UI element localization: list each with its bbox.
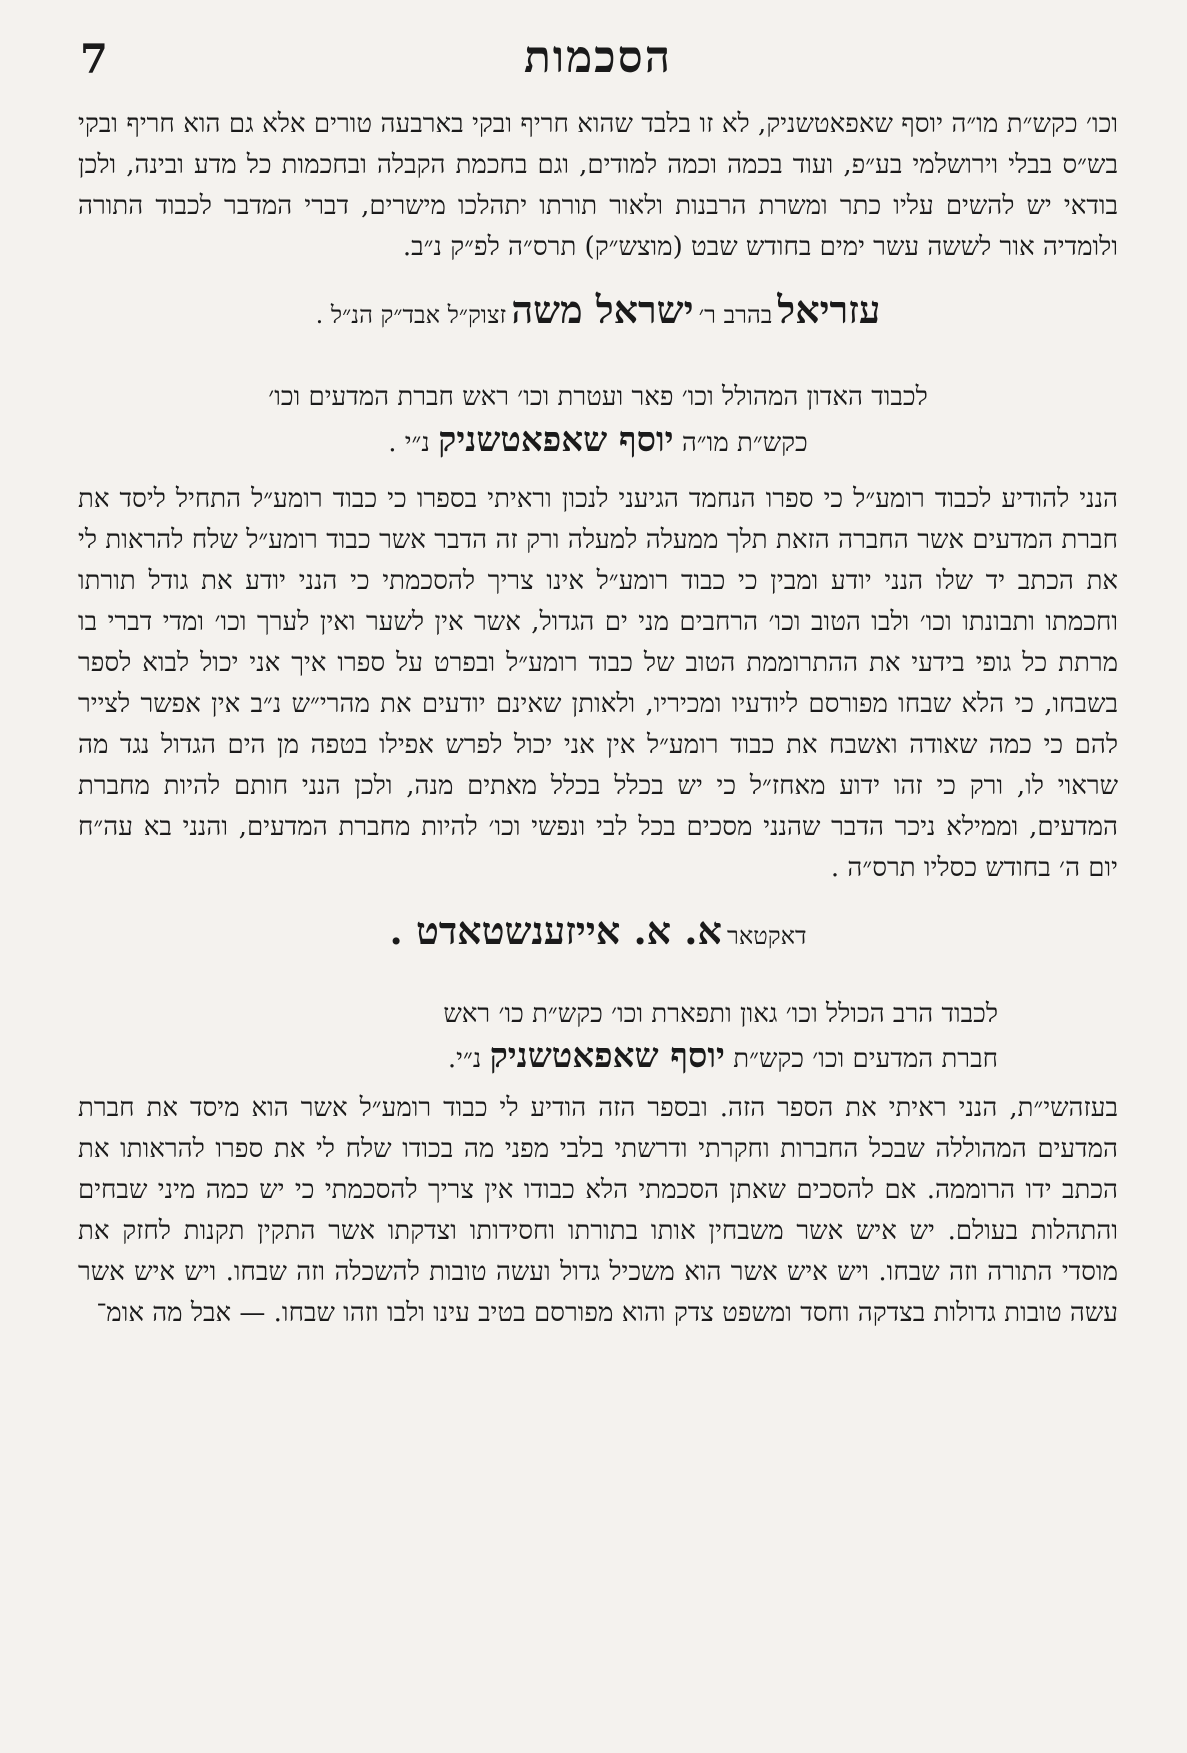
text-line: למודים, וגם בחכמת הקבלה ובחכמות כל מדע ובינה, ולכן בודאי יש להשים xyxy=(78,150,1119,221)
text-line: טורים אלא גם הוא חריף ובקי בש״ס בבלי וירושלמי בע״פ, ועוד בכמה וכמה xyxy=(78,109,1118,180)
text-line: שהנני מסכים בכל לבי ונפשי וכו׳ להיות מחברת המדעים, והנני בא עה״ח יום xyxy=(78,812,1118,883)
document-page xyxy=(78,32,1118,1334)
text-line: לשער ואין לערך וכו׳ ומדי דברי בו מרתת כל גופי בידעי את ההתרוממת הטוב xyxy=(78,607,1119,678)
address-line: לכבוד הרב הכולל וכו׳ גאון ותפארת וכו׳ כקש״ת כו׳ ראש xyxy=(443,999,998,1029)
addressee-name: יוסף שאפאטשניק xyxy=(438,420,674,460)
text-line: התורה ולומדיה אור לששה עשר ימים בחודש שבט (מוצש״ק) תרס״ה לפ״ק נ״ב. xyxy=(78,191,1118,262)
approval-section-2 xyxy=(78,376,1118,967)
addressee-name: יוסף שאפאטשניק xyxy=(489,1036,725,1076)
text-line: וכו׳ כקש״ת מו״ה יוסף שאפאטשניק, לא זו בלבד שהוא חריף ובקי בארבעה xyxy=(380,109,1118,139)
approval-section-1 xyxy=(78,104,1118,346)
approval-section-3 xyxy=(78,993,1118,1334)
approval-1-text xyxy=(78,104,1118,268)
text-line: בכלל מאתים מנה, ולכן הנני חותם להיות מחברת המדעים, וממילא ניכר הדבר xyxy=(78,771,1119,842)
text-line: בלבי מפני מה בכודו שלח לי את ספרו להראותו את הכתב ידו הרוממה. אם xyxy=(78,1134,1119,1205)
text-line: ועשה טובות להשכלה וזה שבחו. ויש איש אשר עשה טובות גדולות בצדקה xyxy=(78,1257,1118,1328)
text-line: ה׳ בחודש כסליו תרס״ה . xyxy=(830,853,1081,883)
signer-relation: בהרב ר׳ xyxy=(698,301,773,329)
signer-title: זצוק״ל אבד״ק הנ״ל . xyxy=(315,301,507,329)
signer-name: א. א. אייזענשטאדט . xyxy=(389,908,722,953)
signer-name: עזריאל xyxy=(777,287,881,332)
signer-title: דאקטאר xyxy=(727,922,807,950)
text-line: עליו כתר ומשרת הרבנות ולאור תורתו יתהלכו מישרים, דברי המדבר לכבוד xyxy=(155,191,934,221)
text-line: בעזהשי״ת, הנני ראיתי את הספר הזה. ובספר הזה הודיע לי כבוד רומע״ל xyxy=(359,1093,1118,1123)
address-line xyxy=(78,418,1118,465)
approval-3-address xyxy=(78,993,1118,1080)
approval-1-signature xyxy=(78,282,1118,346)
text-line: בטפה מן הים הגדול נגד מה שראוי לו, ורק כי זהו ידוע מאחז״ל כי יש בכלל xyxy=(78,730,1119,801)
address-suffix: נ״י. xyxy=(447,1044,482,1074)
approval-3-text xyxy=(78,1088,1118,1334)
address-prefix: חברת המדעים וכו׳ כקש״ת xyxy=(733,1044,998,1074)
approval-2-text xyxy=(78,479,1118,889)
page-header xyxy=(78,32,1118,104)
approval-2-address xyxy=(78,376,1118,465)
text-line: לצייר להם כי כמה שאודה ואשבח את כבוד רומע״ל אין אני יכול לפרש אפילו xyxy=(78,689,1119,760)
page-number: 7 xyxy=(80,36,108,83)
address-suffix: נ״י . xyxy=(388,428,430,458)
text-line: אשר הוא מיסד את חברת המדעים המהוללה שבכל החברות וחקרתי ודרשתי xyxy=(78,1093,1119,1164)
text-line: הנני יודע ומבין כי כבוד רומע״ל אינו צריך להסכמתי כי הנני יודע את גודל xyxy=(148,566,924,596)
address-prefix: כקש״ת מו״ה xyxy=(681,428,808,458)
text-line: למעלה ורק זה הדבר אשר כבוד רומע״ל שלח להראות לי את הכתב יד שלו xyxy=(78,525,1119,596)
approval-2-signature xyxy=(78,903,1118,967)
text-line: כי כבוד רומע״ל התחיל ליסד את חברת המדעים אשר החברה הזאת תלך ממעלה xyxy=(78,484,1119,555)
address-line xyxy=(78,1035,998,1080)
address-line: לכבוד האדון המהולל וכו׳ פאר ועטרת וכו׳ ראש חברת המדעים וכו׳ xyxy=(268,382,928,412)
signer-father-name: ישראל משה xyxy=(511,287,694,332)
page-title: הסכמות xyxy=(523,32,673,83)
text-line: תורתו וחכמתו ותבונתו וכו׳ ולבו הטוב וכו׳ הרחבים מני ים הגדול, אשר אין xyxy=(78,566,1118,637)
text-line: הנני להודיע לכבוד רומע״ל כי ספרו הנחמד הגיעני לנכון וראיתי בספרו xyxy=(416,484,1119,514)
text-line: שבחו מפורסם ליודעיו ומכיריו, ולאותן שאינם יודעים את מהרי״ש נ״ב אין אפשר xyxy=(140,689,952,719)
text-line: התקין תקנות לחזק את מוסדי התורה וזה שבחו. ויש איש אשר הוא משכיל גדול xyxy=(78,1216,1118,1287)
text-line: להסכים שאתן הסכמתי הלא כבודו אין צריך להסכמתי כי יש כמה מיני שבחים xyxy=(78,1175,875,1205)
text-line: והתהלות בעולם. יש איש אשר משבחין אותו בתורתו וחסידותו וצדקתו אשר xyxy=(328,1216,1118,1246)
text-line: של כבוד רומע״ל ובפרט על ספרו איך אני יכול לבוא לספר בשבחו, כי הלא xyxy=(78,648,1119,719)
text-line: וחסד ומשפט צדק והוא מפורסם בטיב עינו ולבו וזהו שבחו. — אבל מה אומ־ xyxy=(96,1298,850,1328)
